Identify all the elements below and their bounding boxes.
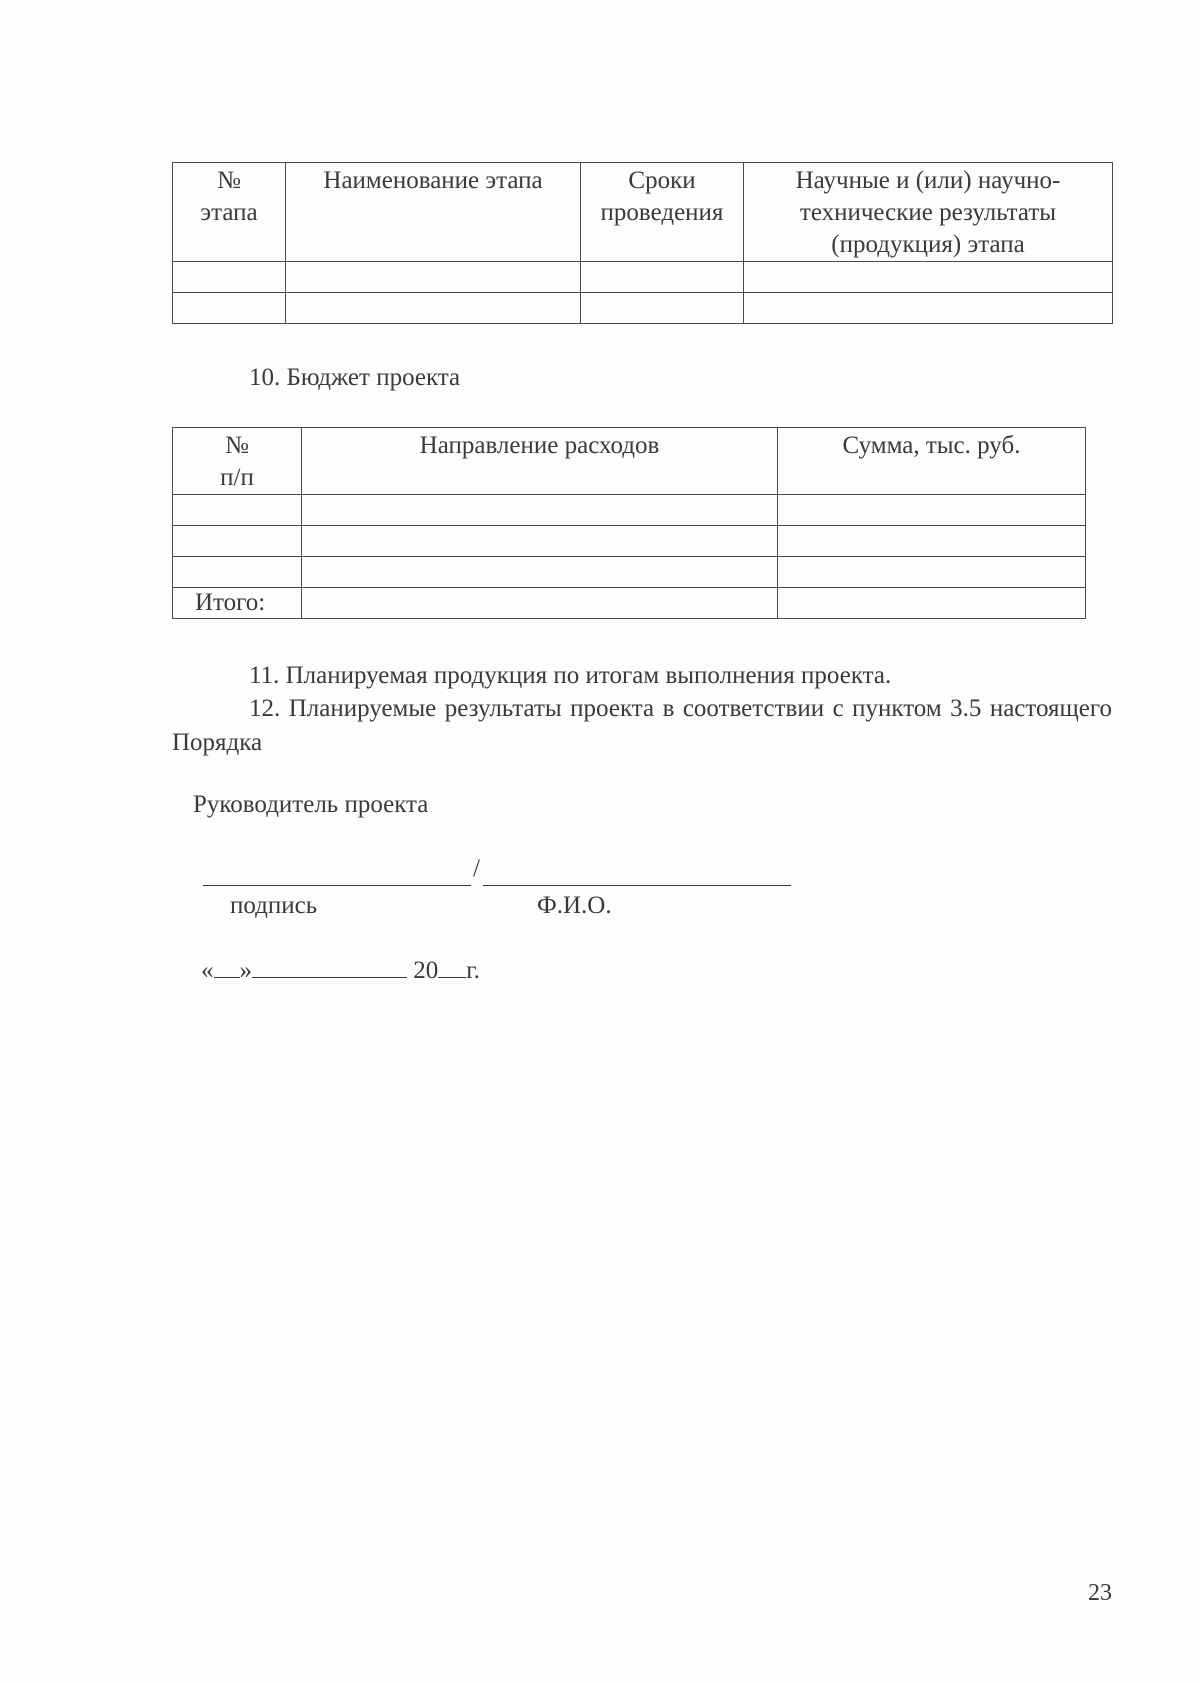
stages-header-results: Научные и (или) научно- технические результаты (продукция) этапа [744, 163, 1113, 262]
table-cell [302, 557, 778, 588]
table-row [173, 495, 1086, 526]
table-cell [581, 293, 744, 324]
year-suffix: г. [466, 957, 480, 984]
page-number: 23 [1088, 1580, 1112, 1606]
table-row [173, 526, 1086, 557]
table-cell [581, 262, 744, 293]
stages-table [172, 162, 1113, 324]
date-close-quote: » [239, 957, 252, 984]
table-cell [173, 262, 286, 293]
table-row [173, 557, 1086, 588]
table-cell [744, 293, 1113, 324]
budget-table-header-row [173, 428, 1086, 495]
table-row [173, 262, 1113, 293]
table-cell [302, 495, 778, 526]
stages-table-header-row [173, 163, 1113, 262]
budget-header-direction: Направление расходов [302, 428, 778, 495]
item-planned-results: 12. Планируемые результаты проекта в соответствии с пунктом 3.5 настоящего Порядка [172, 695, 1112, 756]
section-title-budget: 10. Бюджет проекта [249, 364, 461, 391]
budget-table [172, 427, 1086, 619]
year-blank [438, 955, 466, 978]
stages-header-name: Наименование этапа [286, 163, 581, 262]
table-cell [173, 293, 286, 324]
table-cell [173, 495, 302, 526]
item-planned-products: 11. Планируемая продукция по итогам выполнения проекта. [249, 662, 892, 689]
table-cell [778, 495, 1086, 526]
month-blank [252, 955, 407, 978]
budget-header-number: № п/п [173, 428, 302, 495]
stages-header-dates: Сроки проведения [581, 163, 744, 262]
project-manager-label: Руководитель проекта [193, 791, 429, 818]
date-open-quote: « [201, 957, 214, 984]
table-row [173, 293, 1113, 324]
signature-separator: / [473, 855, 480, 882]
table-cell [302, 526, 778, 557]
table-cell [286, 293, 581, 324]
table-cell [778, 557, 1086, 588]
full-name-line [483, 885, 791, 886]
signature-caption: подпись [230, 892, 318, 919]
budget-total-label: Итого: [173, 588, 302, 619]
signature-line [203, 885, 471, 886]
table-cell [778, 526, 1086, 557]
budget-total-value [778, 588, 1086, 619]
table-cell [744, 262, 1113, 293]
year-prefix: 20 [413, 957, 439, 984]
stages-header-number: № этапа [173, 163, 286, 262]
table-cell [173, 557, 302, 588]
table-cell [173, 526, 302, 557]
day-blank [214, 955, 240, 978]
table-cell [302, 588, 778, 619]
full-name-caption: Ф.И.О. [537, 892, 612, 919]
table-cell [286, 262, 581, 293]
budget-total-row [173, 588, 1086, 619]
date-line [201, 954, 480, 987]
budget-header-sum: Сумма, тыс. руб. [778, 428, 1086, 495]
